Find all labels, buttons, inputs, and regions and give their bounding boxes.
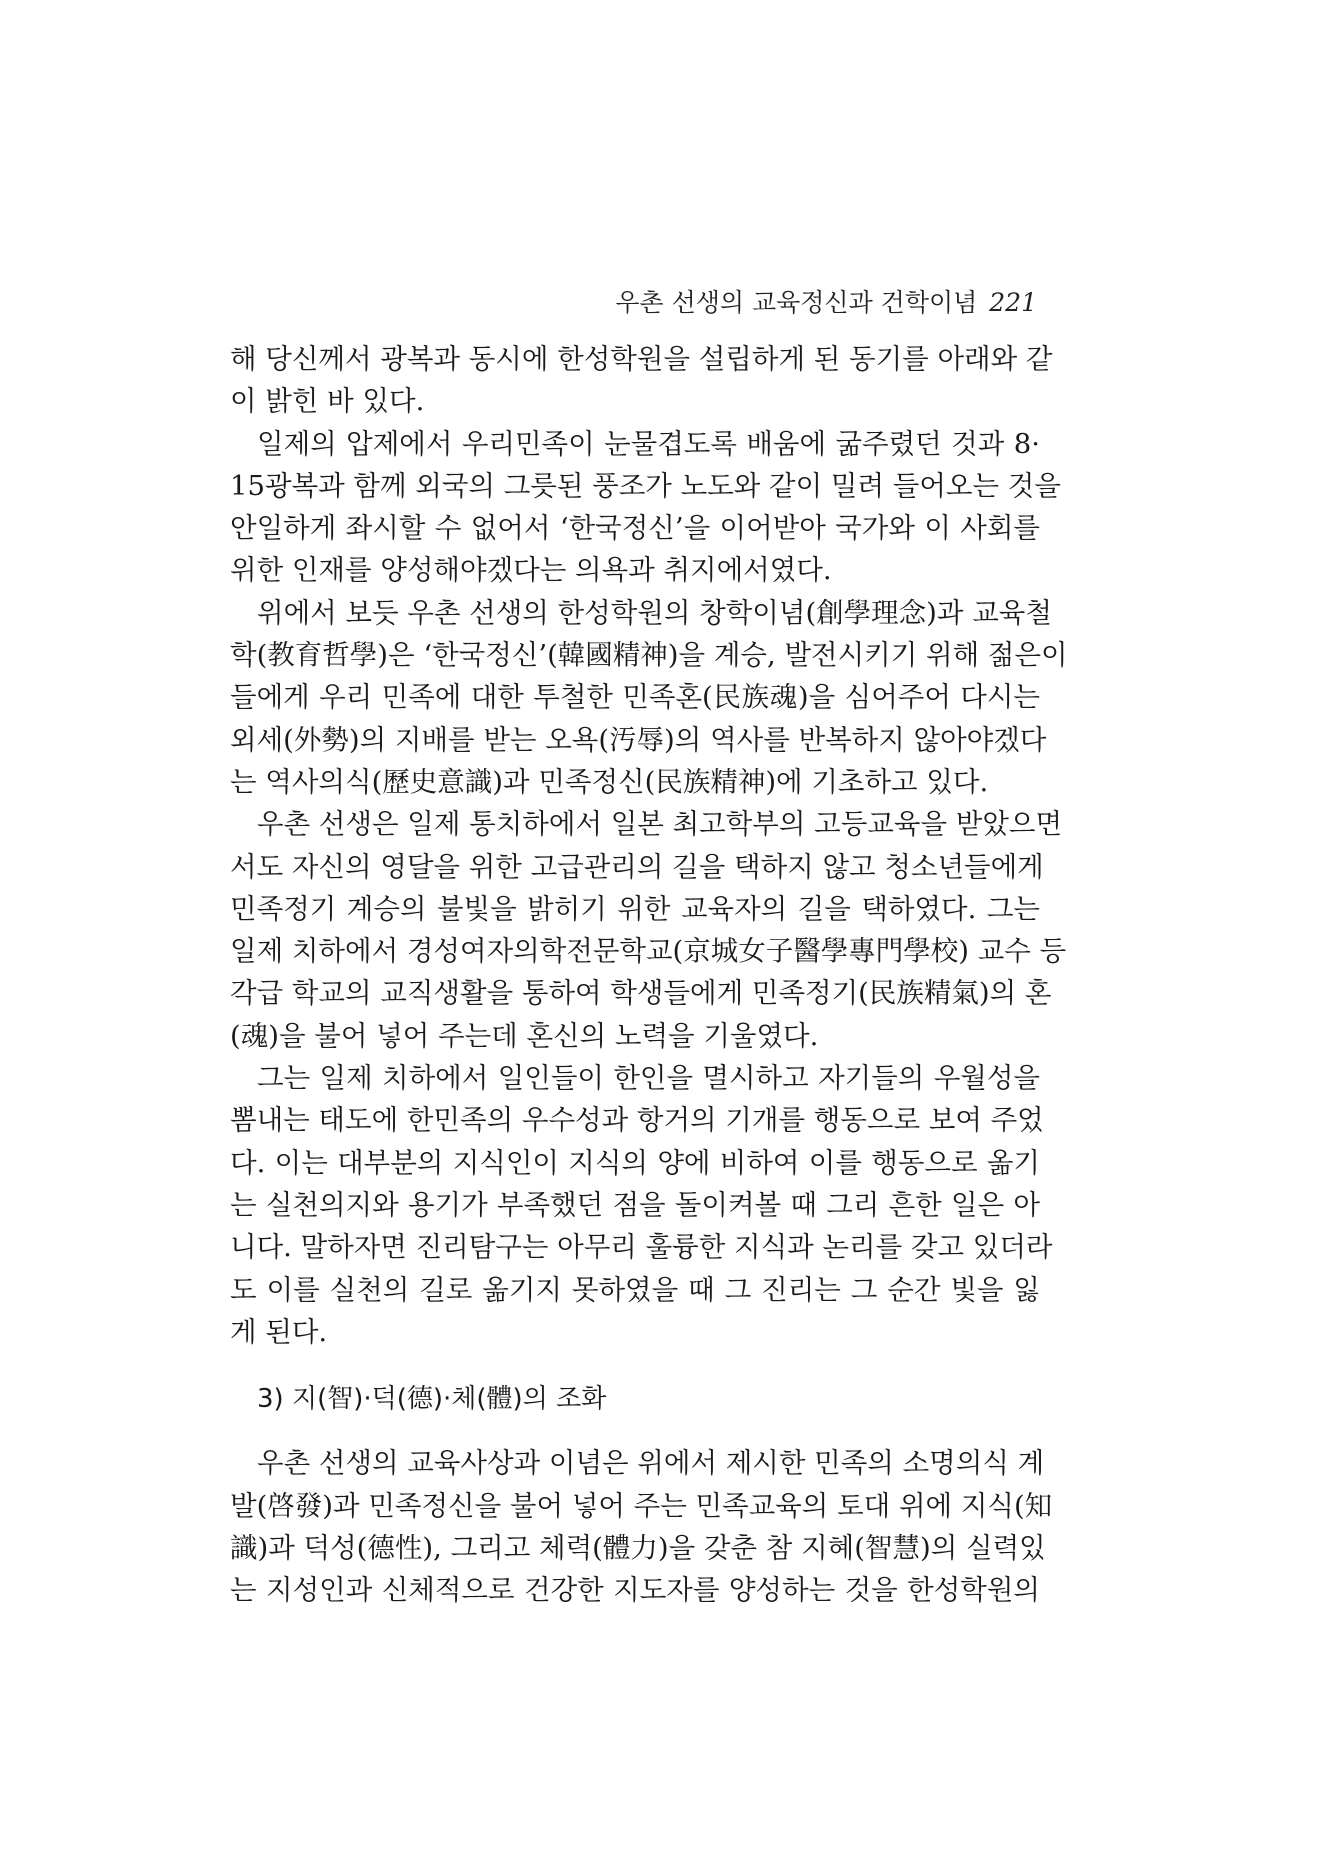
text-line: 다. 이는 대부분의 지식인이 지식의 양에 비하여 이를 행동으로 옮기 <box>230 1146 1040 1179</box>
text-line: 일제의 압제에서 우리민족이 눈물겹도록 배움에 굶주렸던 것과 8· <box>257 427 1040 460</box>
paragraph <box>230 423 1061 592</box>
text-line: 외세(外勢)의 지배를 받는 오욕(汚辱)의 역사를 반복하지 않아야겠다 <box>230 723 1047 756</box>
text-line: 뽐내는 태도에 한민족의 우수성과 항거의 기개를 행동으로 보여 주었 <box>230 1104 1044 1137</box>
text-line: 도 이를 실천의 길로 옮기지 못하였을 때 그 진리는 그 순간 빛을 잃 <box>230 1273 1040 1306</box>
text-line: 이 밝힌 바 있다. <box>230 385 425 418</box>
text-line: 서도 자신의 영달을 위한 고급관리의 길을 택하지 않고 청소년들에게 <box>230 850 1044 883</box>
text-line: 민족정기 계승의 불빛을 밝히기 위한 교육자의 길을 택하였다. 그는 <box>230 892 1040 925</box>
section-heading: 3) 지(智)·덕(德)·체(體)의 조화 <box>257 1384 607 1415</box>
text-line: 해 당신께서 광복과 동시에 한성학원을 설립하게 된 동기를 아래와 같 <box>230 343 1053 375</box>
text-line: 는 실천의지와 용기가 부족했던 점을 돌이켜볼 때 그리 흔한 일은 아 <box>230 1188 1040 1221</box>
text-line: 안일하게 좌시할 수 없어서 ‘한국정신’을 이어받아 국가와 이 사회를 <box>230 512 1040 545</box>
paragraph <box>230 1057 1053 1353</box>
text-line: 니다. 말하자면 진리탐구는 아무리 훌륭한 지식과 논리를 갖고 있더라 <box>230 1231 1053 1264</box>
text-line: 위에서 보듯 우촌 선생의 한성학원의 창학이념(創學理念)과 교육철 <box>257 596 1052 629</box>
running-header <box>615 283 1037 319</box>
paragraph <box>230 338 1053 423</box>
running-title: 우촌 선생의 교육정신과 건학이념 <box>615 288 978 317</box>
text-line: 우촌 선생의 교육사상과 이념은 위에서 제시한 민족의 소명의식 계 <box>257 1447 1045 1480</box>
text-line: (魂)을 불어 넣어 주는데 혼신의 노력을 기울였다. <box>230 1019 819 1052</box>
paragraph <box>230 803 1067 1057</box>
text-line: 일제 치하에서 경성여자의학전문학교(京城女子醫學專門學校) 교수 등 <box>230 935 1067 968</box>
page-body <box>230 338 1068 1612</box>
text-line: 15광복과 함께 외국의 그릇된 풍조가 노도와 같이 밀려 들어오는 것을 <box>230 469 1061 502</box>
text-line: 위한 인재를 양성해야겠다는 의욕과 취지에서였다. <box>230 554 832 587</box>
text-line: 는 역사의식(歷史意識)과 민족정신(民族精神)에 기초하고 있다. <box>230 765 989 798</box>
page-number: 221 <box>989 288 1037 317</box>
text-line: 우촌 선생은 일제 통치하에서 일본 최고학부의 고등교육을 받았으면 <box>257 808 1063 841</box>
text-line: 는 지성인과 신체적으로 건강한 지도자를 양성하는 것을 한성학원의 <box>230 1574 1040 1607</box>
text-line: 識)과 덕성(德性), 그리고 체력(體力)을 갖춘 참 지혜(智慧)의 실력있 <box>230 1532 1046 1565</box>
paragraph <box>230 1442 1053 1611</box>
text-line: 학(教育哲學)은 ‘한국정신’(韓國精神)을 계승, 발전시키기 위해 젊은이 <box>230 639 1068 672</box>
text-line: 게 된다. <box>230 1315 328 1348</box>
text-line: 그는 일제 치하에서 일인들이 한인을 멸시하고 자기들의 우월성을 <box>257 1062 1040 1095</box>
text-line: 들에게 우리 민족에 대한 투철한 민족혼(民族魂)을 심어주어 다시는 <box>230 681 1040 714</box>
text-line: 발(啓發)과 민족정신을 불어 넣어 주는 민족교육의 토대 위에 지식(知 <box>230 1489 1053 1522</box>
paragraph <box>230 592 1068 803</box>
text-line: 각급 학교의 교직생활을 통하여 학생들에게 민족정기(民族精氣)의 혼 <box>230 977 1052 1010</box>
